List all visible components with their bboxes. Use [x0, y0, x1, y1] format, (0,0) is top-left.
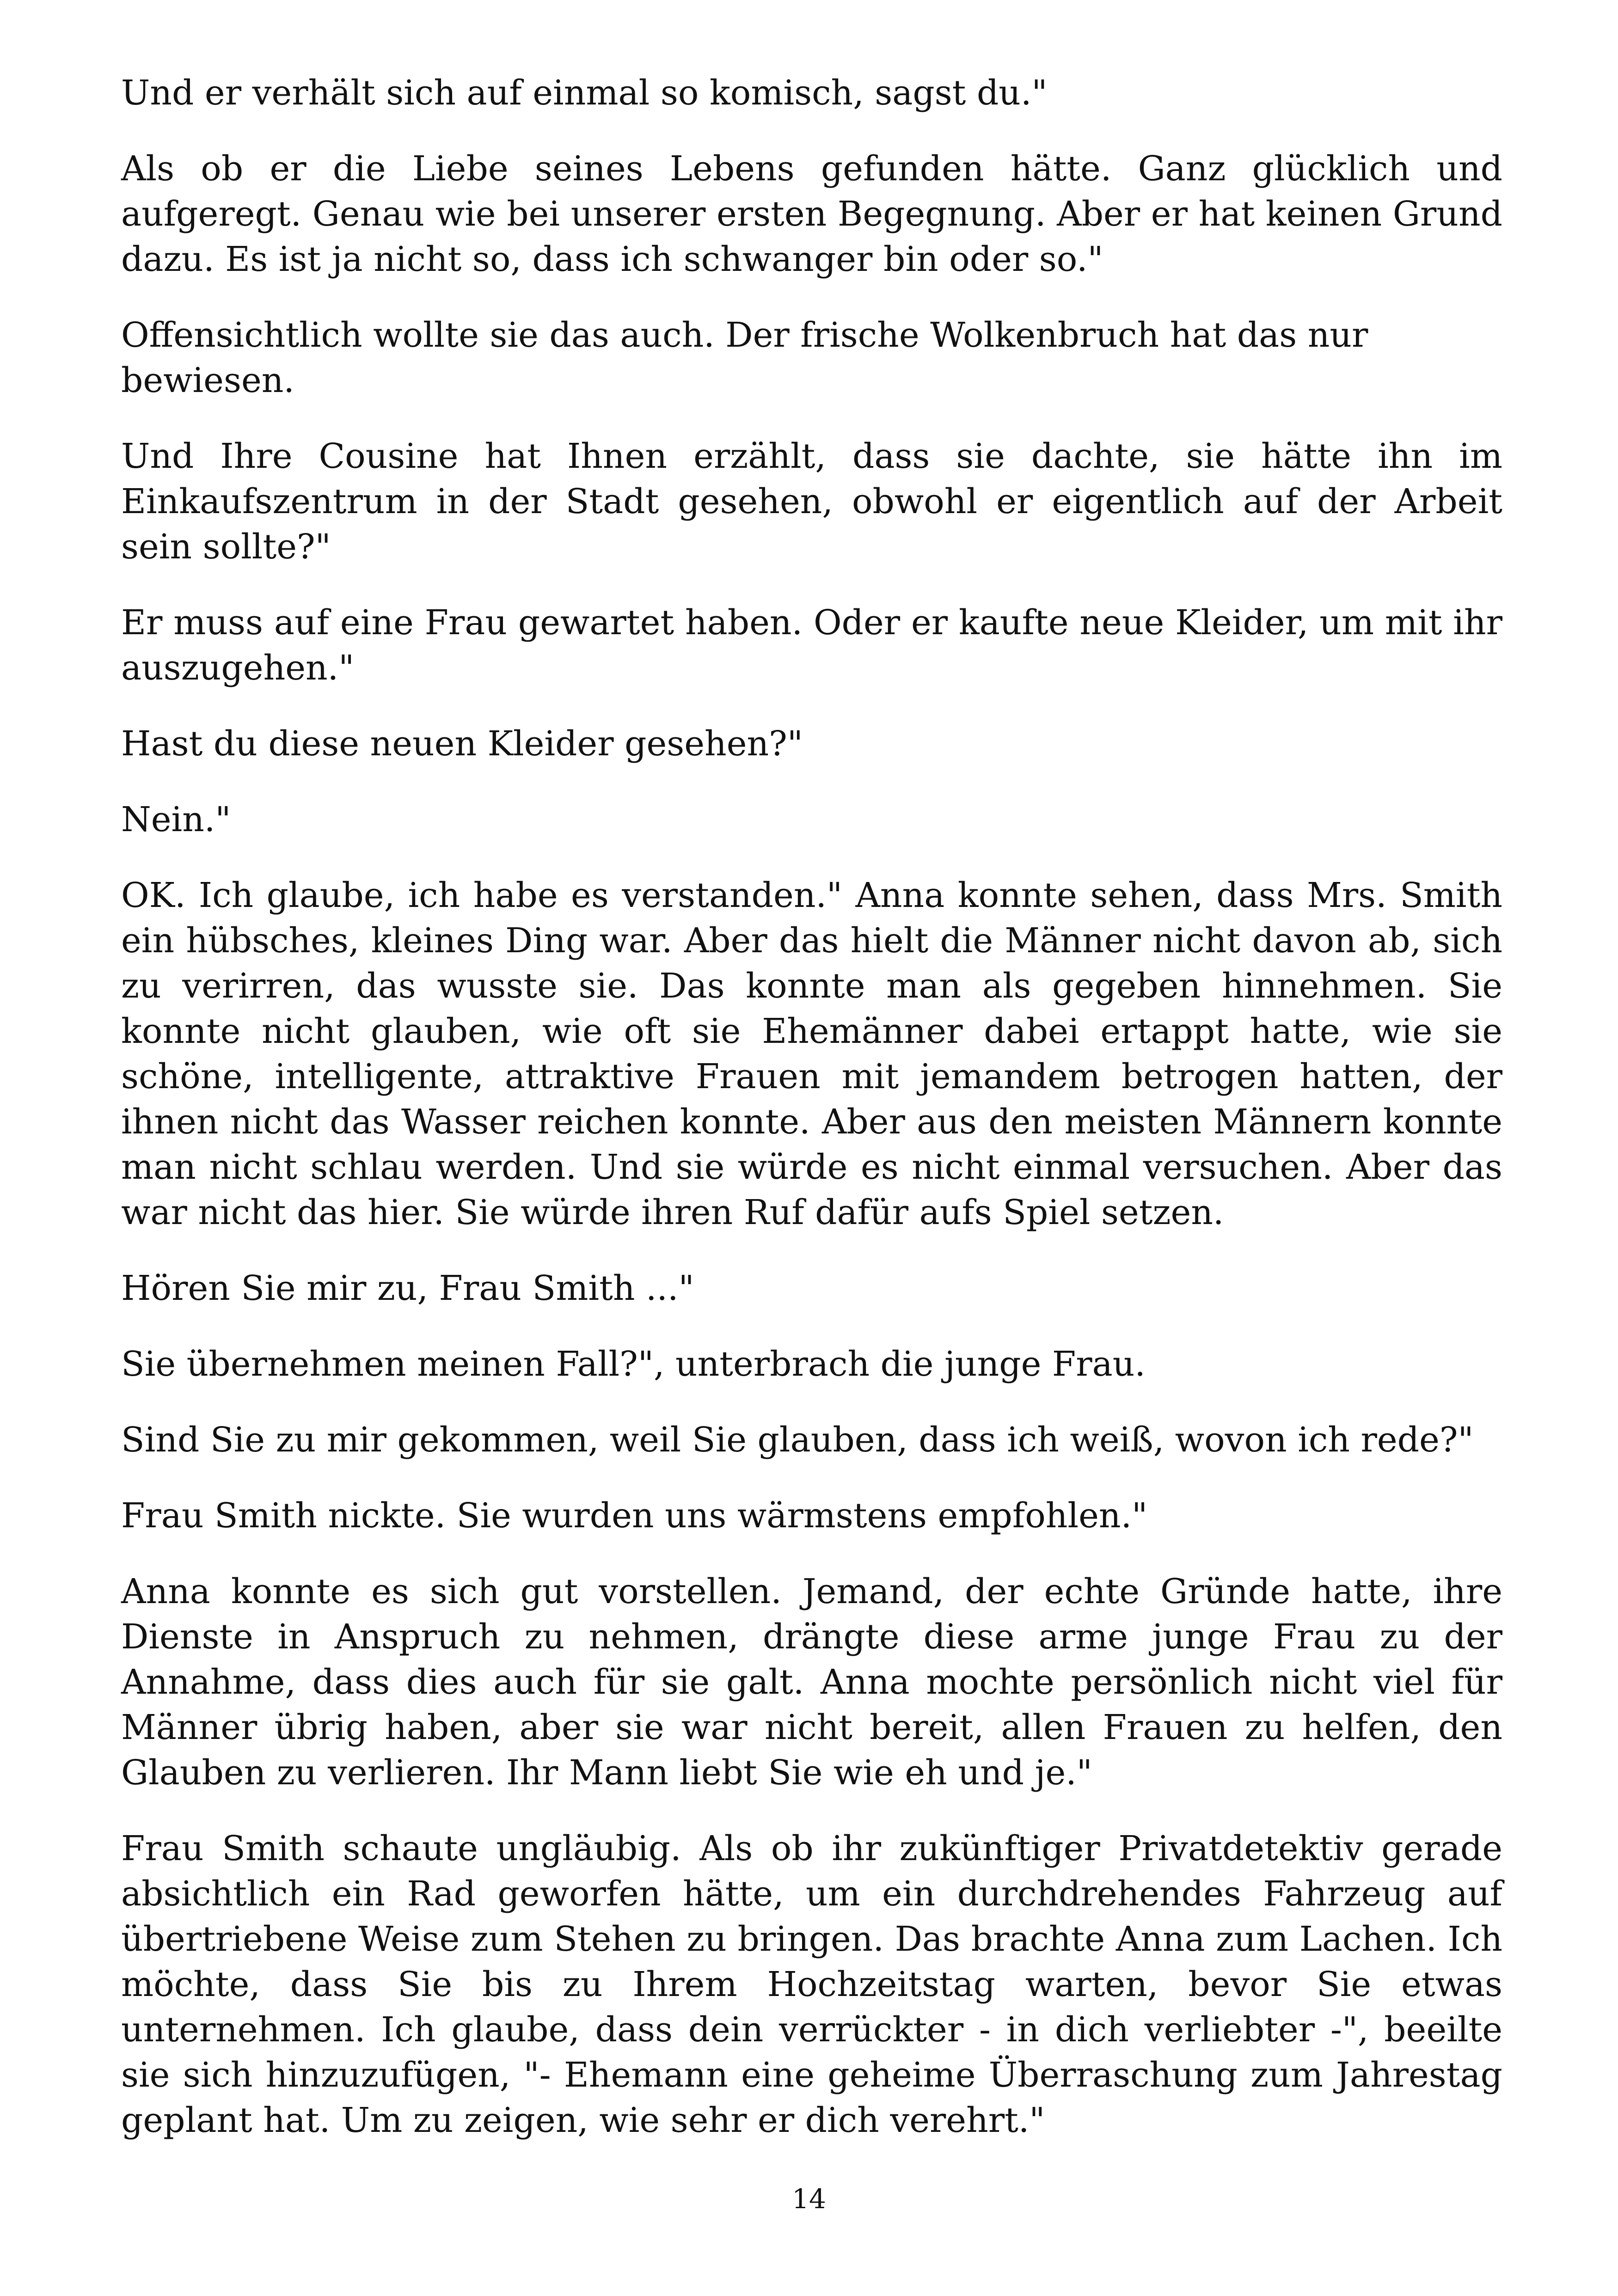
paragraph-10: Sie übernehmen meinen Fall?", unterbrach die junge Frau. [121, 1344, 1146, 1384]
paragraph-14: Frau Smith schaute ungläubig. Als ob ihr zukünftiger Privatdetektiv gerade absichtlich ein Rad geworfen hätte, um ein durchdrehendes Fahrzeug auf übertriebene Weise zum Stehen zu bringen. Das brachte Anna zum Lachen. Ich möchte, dass Sie bis zu Ihrem Hochzeitstag warten, bevor Sie etwas unternehmen. Ich glaube, dass dein verrückter - in dich verliebter -", beeilte sie sich hinzuzufügen, "- Ehemann eine geheime Überraschung zum Jahrestag geplant hat. Um zu zeigen, wie sehr er dich verehrt." [121, 1829, 1502, 2140]
paragraph-6: Hast du diese neuen Kleider gesehen?" [121, 724, 803, 764]
paragraph-8: OK. Ich glaube, ich habe es verstanden." Anna konnte sehen, dass Mrs. Smith ein hübsches, kleines Ding war. Aber das hielt die Männer nicht davon ab, sich zu verirren, das wusste sie. Das konnte man als gegeben hinnehmen. Sie konnte nicht glauben, wie oft sie Ehemänner dabei ertappt hatte, wie sie schöne, intelligente, attraktive Frauen mit jemandem betrogen hatten, der ihnen nicht das Wasser reichen konnte. Aber aus den meisten Männern konnte man nicht schlau werden. Und sie würde es nicht einmal versuchen. Aber das war nicht das hier. Sie würde ihren Ruf dafür aufs Spiel setzen. [121, 876, 1502, 1232]
paragraph-13: Anna konnte es sich gut vorstellen. Jemand, der echte Gründe hatte, ihre Dienste in Anspruch zu nehmen, drängte diese arme junge Frau zu der Annahme, dass dies auch für sie galt. Anna mochte persönlich nicht viel für Männer übrig haben, aber sie war nicht bereit, allen Frauen zu helfen, den Glauben zu verlieren. Ihr Mann liebt Sie wie eh und je." [121, 1572, 1502, 1793]
paragraph-11: Sind Sie zu mir gekommen, weil Sie glauben, dass ich weiß, wovon ich rede?" [121, 1420, 1474, 1460]
body-text [121, 70, 1502, 2174]
paragraph-5: Er muss auf eine Frau gewartet haben. Oder er kaufte neue Kleider, um mit ihr auszugehen." [121, 603, 1502, 688]
page-number: 14 [792, 2183, 826, 2215]
paragraph-12: Frau Smith nickte. Sie wurden uns wärmstens empfohlen." [121, 1496, 1148, 1536]
paragraph-2: Als ob er die Liebe seines Lebens gefunden hätte. Ganz glücklich und aufgeregt. Genau wie bei unserer ersten Begegnung. Aber er hat keinen Grund dazu. Es ist ja nicht so, dass ich schwanger bin oder so." [121, 149, 1502, 279]
paragraph-3: Offensichtlich wollte sie das auch. Der frische Wolkenbruch hat das nur bewiesen. [121, 315, 1368, 400]
paragraph-1: Und er verhält sich auf einmal so komisch, sagst du." [121, 73, 1048, 113]
paragraph-4: Und Ihre Cousine hat Ihnen erzählt, dass sie dachte, sie hätte ihn im Einkaufszentrum in der Stadt gesehen, obwohl er eigentlich auf der Arbeit sein sollte?" [121, 436, 1502, 567]
paragraph-7: Nein." [121, 800, 231, 839]
paragraph-9: Hören Sie mir zu, Frau Smith ..." [121, 1268, 694, 1308]
